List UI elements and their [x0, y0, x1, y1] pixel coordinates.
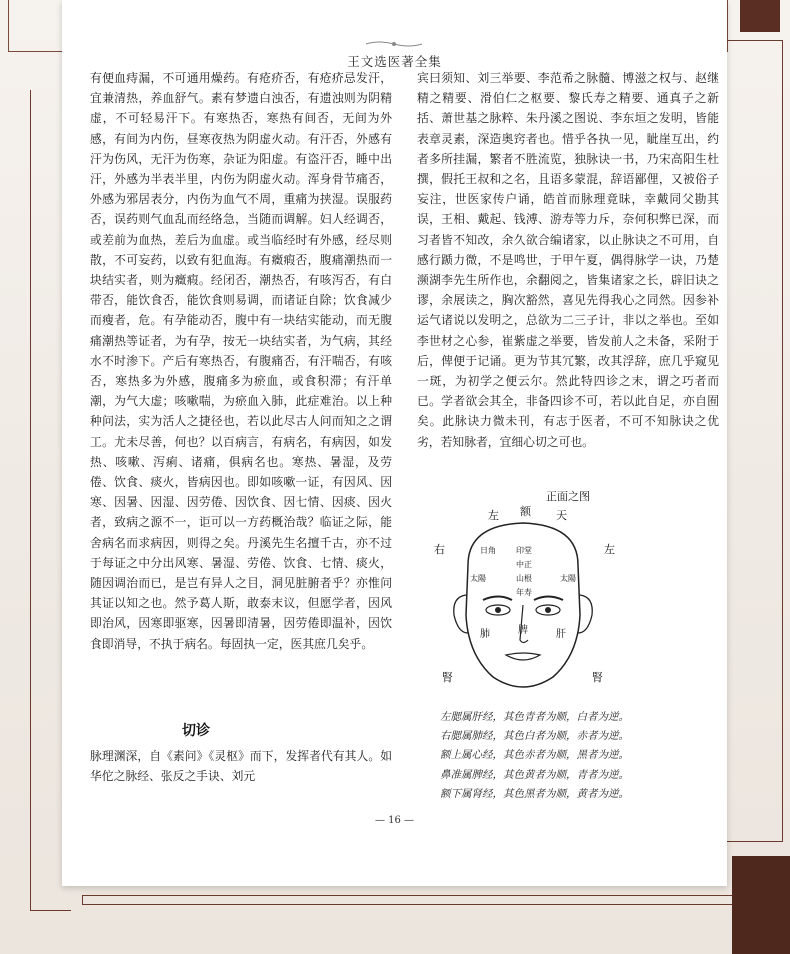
label-col5: 年寿 — [516, 588, 532, 597]
frame-line-bottom — [82, 895, 784, 905]
label-top-mid: 额 — [520, 505, 531, 518]
label-top-left: 左 — [488, 509, 499, 522]
section-text: 脉理渊深，自《素问》《灵枢》而下，发挥者代有其人。如华佗之脉经、张反之手诀、刘元 — [90, 749, 392, 784]
figure-title: 正面之图 — [546, 490, 590, 503]
label-side-right: 左 — [604, 543, 615, 556]
label-taiyang-left: 太陽 — [470, 574, 486, 583]
label-col4: 山根 — [516, 574, 532, 583]
running-header: 王文选医著全集 — [347, 54, 442, 69]
label-side-left: 右 — [434, 543, 445, 556]
ornament-icon — [364, 40, 424, 48]
left-column — [90, 68, 392, 654]
label-col1: 日角 — [480, 546, 496, 555]
label-chin-left: 腎 — [442, 671, 453, 684]
figure-legend — [440, 708, 740, 804]
label-chin-right: 腎 — [592, 671, 603, 684]
legend-line: 鼻准属脾经，其色黄者为顺，青者为逆。 — [440, 768, 629, 781]
corner-block-bottom-right — [732, 856, 790, 954]
page-number: — 16 — — [374, 815, 415, 826]
label-spleen: 脾 — [518, 625, 528, 636]
legend-line: 左腮属肝经，其色青者为顺，白者为逆。 — [440, 711, 629, 723]
face-diagram — [428, 505, 618, 705]
right-column — [417, 68, 719, 452]
label-col3: 中正 — [516, 560, 532, 569]
label-lung: 肺 — [480, 629, 490, 640]
section-heading: 切诊 — [182, 723, 210, 739]
corner-block-top-right — [740, 0, 780, 32]
right-column-text: 宾曰须知、刘三举要、李范希之脉髓、博滋之权与、赵继精之精要、滑伯仁之枢要、黎氏寿之精要、通真子之新括、萧世基之脉粹、朱丹溪之图说、李东垣之发明，皆能表章灵素，深造奥窍者也。惜乎各执一见，眦崖互出，约者多所挂漏，繁者不胜流览，独脉诀一书，乃宋高阳生杜撰，假托王叔和之名，且语多蒙混，辞语鄙俚，又被俗子妄注，世医家传户诵，皓首而脉理竟昧，幸戴同父勘其误，王相、戴起、钱溥、游寿等力斥，奈何积弊已深，而习者皆不知改，余久欲合编诸家，以止脉诀之不可用，自感行踬力微，不是鸣世，于甲午夏，偶得脉学一诀，乃楚濒湖李先生所作也，余翻阅之，皆集诸家之长，辟旧诀之谬，余展读之，胸次豁然，喜见先得我心之同然。因参补运气诸说以发明之，总欲为二三子计，非以之举也。至如李世材之心参，崔紫虚之举要，皆发前人之未备，采附于后，俾便于记诵。更为节其冗繁，改其浮辞，庶几乎窥见一斑，为初学之便云尔。然此特四诊之末，谓之巧者而已。学者欲会其全，非备四诊不可，若以此自足，亦自囿矣。此脉诀力微未刊，有志于医者，不可不知脉诀之优劣，若知脉者，宜细心切之可也。 — [417, 71, 719, 449]
legend-line: 额下属肾经，其色黑者为顺，黄者为逆。 — [440, 787, 629, 800]
label-liver: 肝 — [556, 629, 566, 640]
legend-line: 额上属心经，其色赤者为顺，黑者为逆。 — [440, 749, 629, 762]
label-top-right: 天 — [556, 509, 567, 522]
label-col2: 印堂 — [516, 546, 532, 555]
left-column-text: 有便血痔漏，不可通用燥药。有疮疥否，有疮疥忌发汗，宜兼清热，养血舒气。素有梦遗白浊否，有遗浊则为阴精虚，不可轻易汗下。有寒热否，寒热有间否，无间为外感，有间为内伤，昼寒夜热为阴虚火动。有汗否，外感有汗为伤风，无汗为伤寒，杂证为阳虚。有盗汗否，睡中出汗，外感为半表半里，内伤为阴虚火动。浑身骨节痛否，外感为邪居表分，内伤为血气不周，重痛为挟湿。误服药否，误药则气血乱而经络急，当随而调解。妇人经调否，或差前为血热，差后为血虚。或当临经时有外感，经尽则散，不可妄药，以致有犯血海。有癥瘕否，腹痛潮热而一块结实者，则为癥瘕。经闭否，潮热否，有咳泻否，有白带否，能饮食否，能饮食则易调，而诸证自除；饮食减少而瘦者，危。有孕能动否，腹中有一块结实能动，而无腹痛潮热等证者，为有孕，按无一块结实者，为气病，其经水不时渗下。产后有寒热否，有腹痛否，有汗喘否，有咳否，寒热多为外感，腹痛多为瘀血，或食积滞；有汗单潮，为气大虚；咳嗽喘，为瘀血入肺，此症难治。以上种种问法，实为活人之捷径也，若以此尽古人问而知之之谓工。尤未尽善，何也？以百病言，有病名，有病因，如发热、咳嗽、泻痢、诸痛，俱病名也。寒热、暑湿，及劳倦、饮食、痰火，皆病因也。即如咳嗽一证，有因风、因寒、因暑、因湿、因劳倦、因饮食、因七情、因痰、因火者，致病之源不一，讵可以一方药概治哉？临证之际，能舍病名而求病因，则得之矣。丹溪先生名擅千古，亦不过于每证之中分出风寒、暑湿、劳倦、饮食、七情、痰火，随因调治而已，是岂有异人之目，洞见脏腑者乎？亦惟问其证以知之也。然予葛人斯，敢泰末议，但愿学者，因风即治风，因寒即驱寒，因暑即清暑，因劳倦即温补，因饮食即消导，不执于病名。每固执一定，医其庶几矣乎。 — [90, 71, 392, 651]
label-taiyang-right: 太陽 — [560, 574, 576, 583]
legend-line: 右腮属肺经，其色白者为顺，赤者为逆。 — [440, 730, 629, 743]
